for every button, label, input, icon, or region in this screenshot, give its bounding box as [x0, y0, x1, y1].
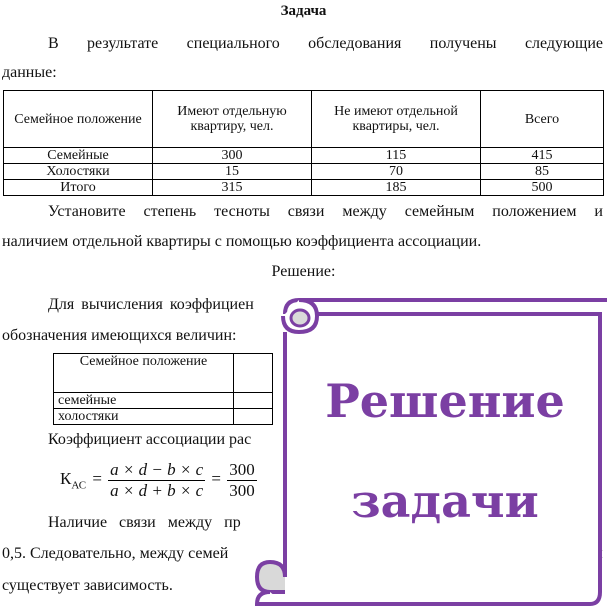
table-cell: холостяки — [54, 409, 234, 425]
data-table — [3, 90, 604, 196]
table-cell: 85 — [481, 164, 604, 180]
table-row — [54, 409, 273, 425]
formula-lhs: $К_{АС}$ — [60, 469, 87, 492]
formula-fraction-values: $\frac{300}{300}$ — [229, 460, 255, 500]
table-cell: 185 — [312, 180, 481, 196]
table-header-row — [4, 91, 604, 148]
scroll-shape-icon — [255, 292, 607, 612]
conclusion-line-3: существует зависимость. — [2, 577, 173, 594]
solution-line-1: Для вычисления коэффициен — [48, 296, 254, 313]
document-title: Задача — [280, 3, 327, 19]
coefficient-line: Коэффициент ассоциации рас — [48, 431, 252, 448]
intro-line-2: данные: — [2, 64, 57, 81]
table-row — [4, 180, 604, 196]
conclusion-line-2: 0,5. Следовательно, между семей — [2, 545, 229, 562]
table-cell: 115 — [312, 148, 481, 164]
banner-title-line-1: Решение — [325, 374, 565, 428]
header-cell: Семейное положение — [54, 354, 234, 393]
notation-table — [53, 353, 273, 425]
intro-line-1: В результате специального обследования получены следующие — [48, 35, 603, 52]
header-cell: Не имеют отдельной квартиры, чел. — [312, 91, 481, 148]
solution-heading: Решение: — [271, 263, 336, 280]
header-cell: Семейное положение — [4, 91, 153, 148]
table-row — [4, 164, 604, 180]
table-row — [54, 393, 273, 409]
conclusion-line-1: Наличие связи между пр — [48, 514, 241, 531]
association-formula: $К_{АС}$ = $\frac{a \times d - b \times c}{a \times d + b \times c}$ = $\frac{300}{300}$ — [60, 460, 255, 500]
table-row — [4, 148, 604, 164]
header-cell: Всего — [481, 91, 604, 148]
table-cell: 300 — [153, 148, 312, 164]
banner-title-line-2: задачи — [351, 474, 539, 528]
table-header-row — [54, 354, 273, 393]
table-cell: семейные — [54, 393, 234, 409]
table-cell: 415 — [481, 148, 604, 164]
table-cell: Холостяки — [4, 164, 153, 180]
task-line-1: Установите степень тесноты связи между семейным положением и — [48, 203, 603, 220]
header-cell: Имеют отдельную квартиру, чел. — [153, 91, 312, 148]
formula-fraction: $\frac{a \times d - b \times c}{a \times d + b \times c}$ — [110, 460, 204, 500]
table-cell: 500 — [481, 180, 604, 196]
table-cell: 315 — [153, 180, 312, 196]
solution-scroll-banner[interactable] — [255, 292, 607, 612]
table-cell: 70 — [312, 164, 481, 180]
table-cell: Семейные — [4, 148, 153, 164]
table-cell: Итого — [4, 180, 153, 196]
solution-line-2: обозначения имеющихся величин: — [2, 327, 237, 344]
table-cell: 15 — [153, 164, 312, 180]
task-line-2: наличием отдельной квартиры с помощью коэффициента ассоциации. — [2, 233, 482, 250]
